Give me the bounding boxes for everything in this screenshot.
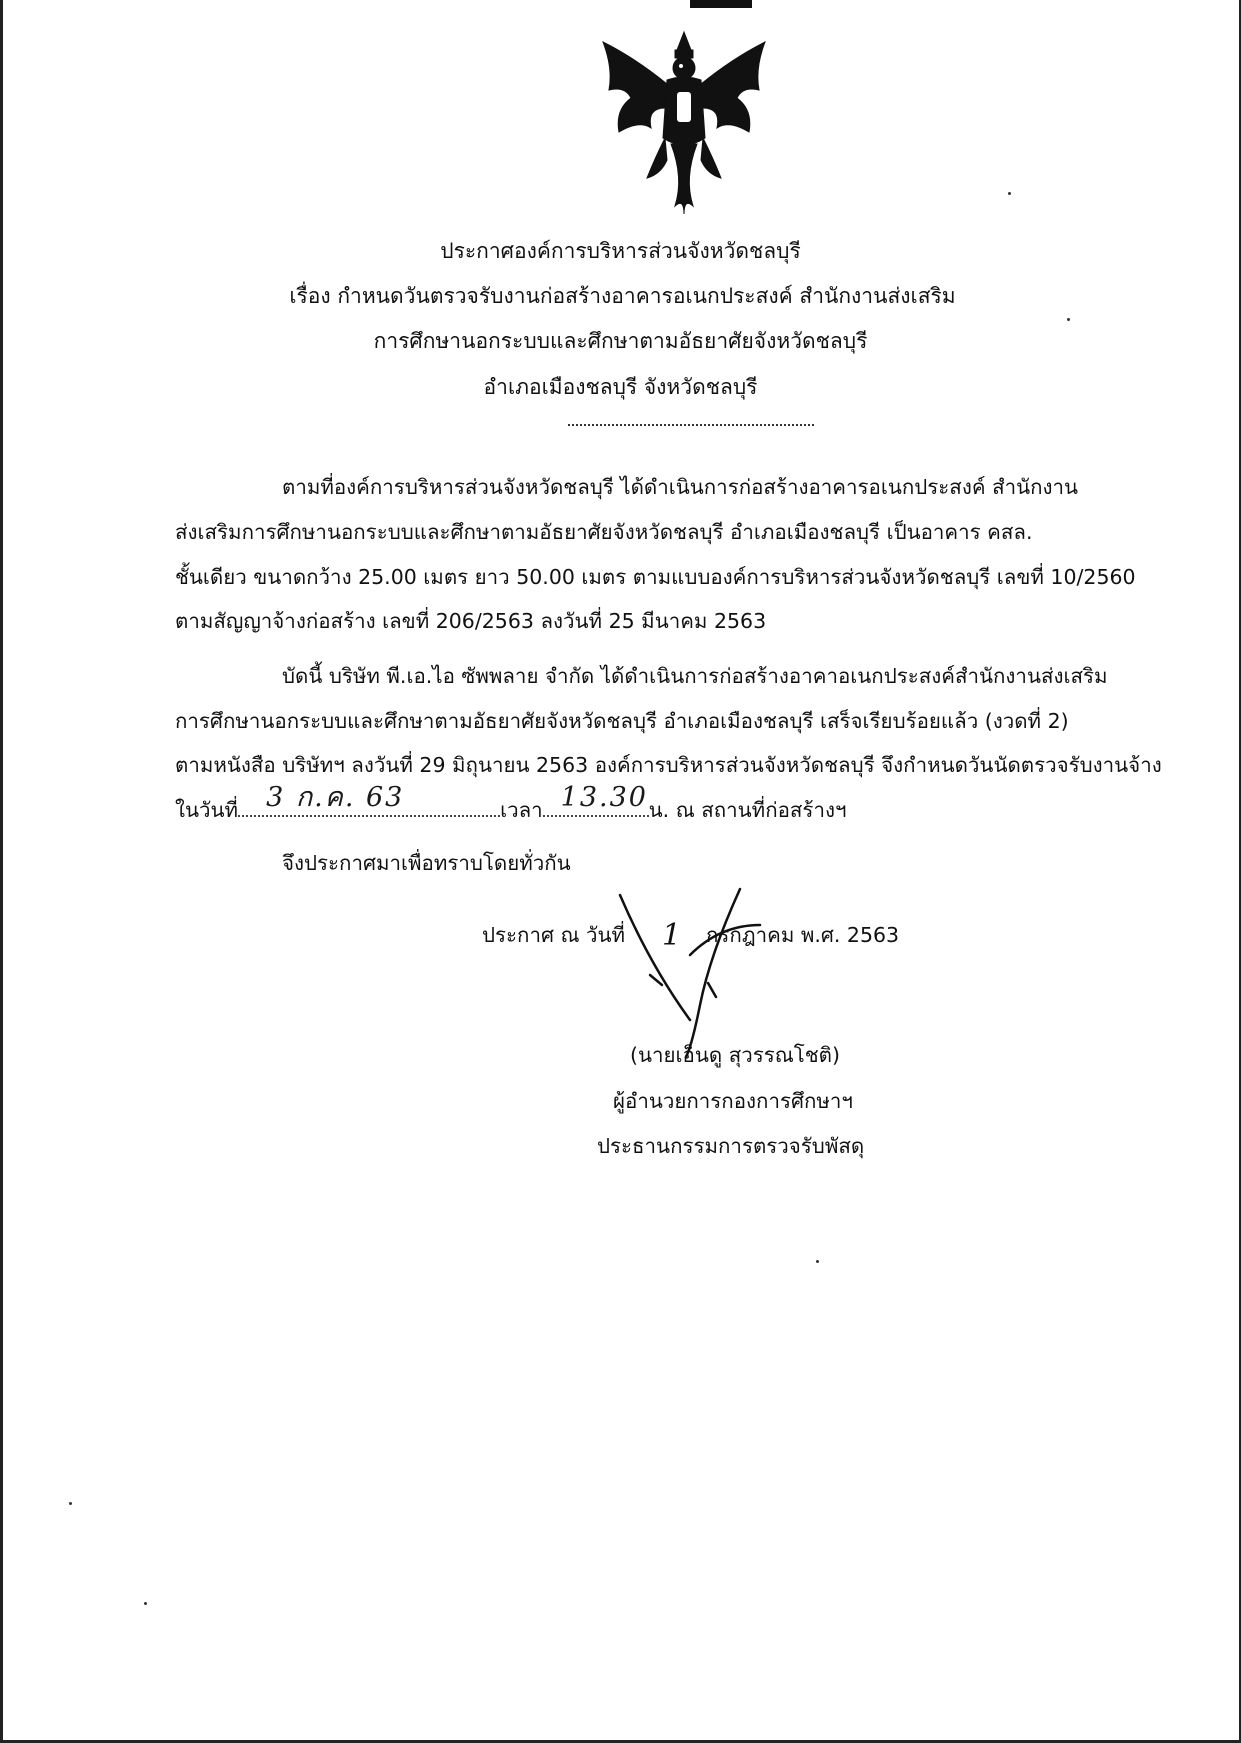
para1-line3: ชั้นเดียว ขนาดกว้าง 25.00 เมตร ยาว 50.00 เมตร ตามแบบองค์การบริหารส่วนจังหวัดชลบุรี เลขที่ 10/2560 — [175, 565, 1136, 589]
signer-role: ประธานกรรมการตรวจรับพัสดุ — [597, 1134, 865, 1158]
handwritten-date: 3 ก.ค. 63 — [266, 782, 405, 813]
date-fill — [238, 782, 500, 817]
header-subject: เรื่อง กำหนดวันตรวจรับงานก่อสร้างอาคารอเนกประสงค์ สำนักงานส่งเสริม — [289, 284, 956, 308]
scan-speck — [816, 1260, 819, 1263]
para1-line2: ส่งเสริมการศึกษานอกระบบและศึกษาตามอัธยาศัยจังหวัดชลบุรี อำเภอเมืองชลบุรี เป็นอาคาร คสล. — [175, 520, 1033, 544]
announce-day: 1 — [662, 918, 682, 953]
header-title: ประกาศองค์การบริหารส่วนจังหวัดชลบุรี — [440, 239, 801, 263]
para1-line4: ตามสัญญาจ้างก่อสร้าง เลขที่ 206/2563 ลงวันที่ 25 มีนาคม 2563 — [175, 609, 767, 633]
scan-top-mark — [690, 0, 752, 8]
scan-speck — [1067, 318, 1070, 321]
handwritten-time: 13.30 — [560, 782, 648, 813]
scan-speck — [69, 1502, 72, 1505]
para1-line1: ตามที่องค์การบริหารส่วนจังหวัดชลบุรี ได้ดำเนินการก่อสร้างอาคารอเนกประสงค์ สำนักงาน — [282, 475, 1079, 499]
header-divider — [568, 424, 814, 426]
time-fill — [543, 782, 649, 817]
signer-position: ผู้อำนวยการกองการศึกษาฯ — [613, 1089, 853, 1113]
header-subject-cont: การศึกษานอกระบบและศึกษาตามอัธยาศัยจังหวัดชลบุรี — [373, 329, 868, 353]
scan-speck — [1008, 192, 1011, 195]
garuda-emblem-icon — [595, 28, 773, 218]
scan-speck — [144, 1602, 147, 1605]
header-location: อำเภอเมืองชลบุรี จังหวัดชลบุรี — [483, 375, 758, 399]
date-prefix: ในวันที่ — [175, 798, 239, 822]
para2-line2: การศึกษานอกระบบและศึกษาตามอัธยาศัยจังหวัดชลบุรี อำเภอเมืองชลบุรี เสร็จเรียบร้อยแล้ว (งวดที่ 2) — [175, 709, 1069, 733]
signer-name: (นายเอ็นดู สุวรรณโชติ) — [630, 1043, 840, 1067]
announce-prefix: ประกาศ ณ วันที่ — [482, 923, 626, 947]
time-prefix: เวลา — [500, 798, 543, 822]
time-suffix: น. ณ สถานที่ก่อสร้างฯ — [648, 798, 847, 822]
signature-icon — [590, 885, 810, 1060]
para2-date-line — [175, 782, 847, 825]
para2-line3: ตามหนังสือ บริษัทฯ ลงวันที่ 29 มิถุนายน 2563 องค์การบริหารส่วนจังหวัดชลบุรี จึงกำหนดวันนัดตรวจรับงานจ้าง — [175, 753, 1162, 777]
para2-line1: บัดนี้ บริษัท พี.เอ.ไอ ซัพพลาย จำกัด ได้ดำเนินการก่อสร้างอาคาอเนกประสงค์สำนักงานส่งเสริม — [282, 664, 1108, 688]
announce-month-year: กรกฎาคม พ.ศ. 2563 — [706, 923, 900, 947]
closing-line: จึงประกาศมาเพื่อทราบโดยทั่วกัน — [282, 851, 571, 875]
